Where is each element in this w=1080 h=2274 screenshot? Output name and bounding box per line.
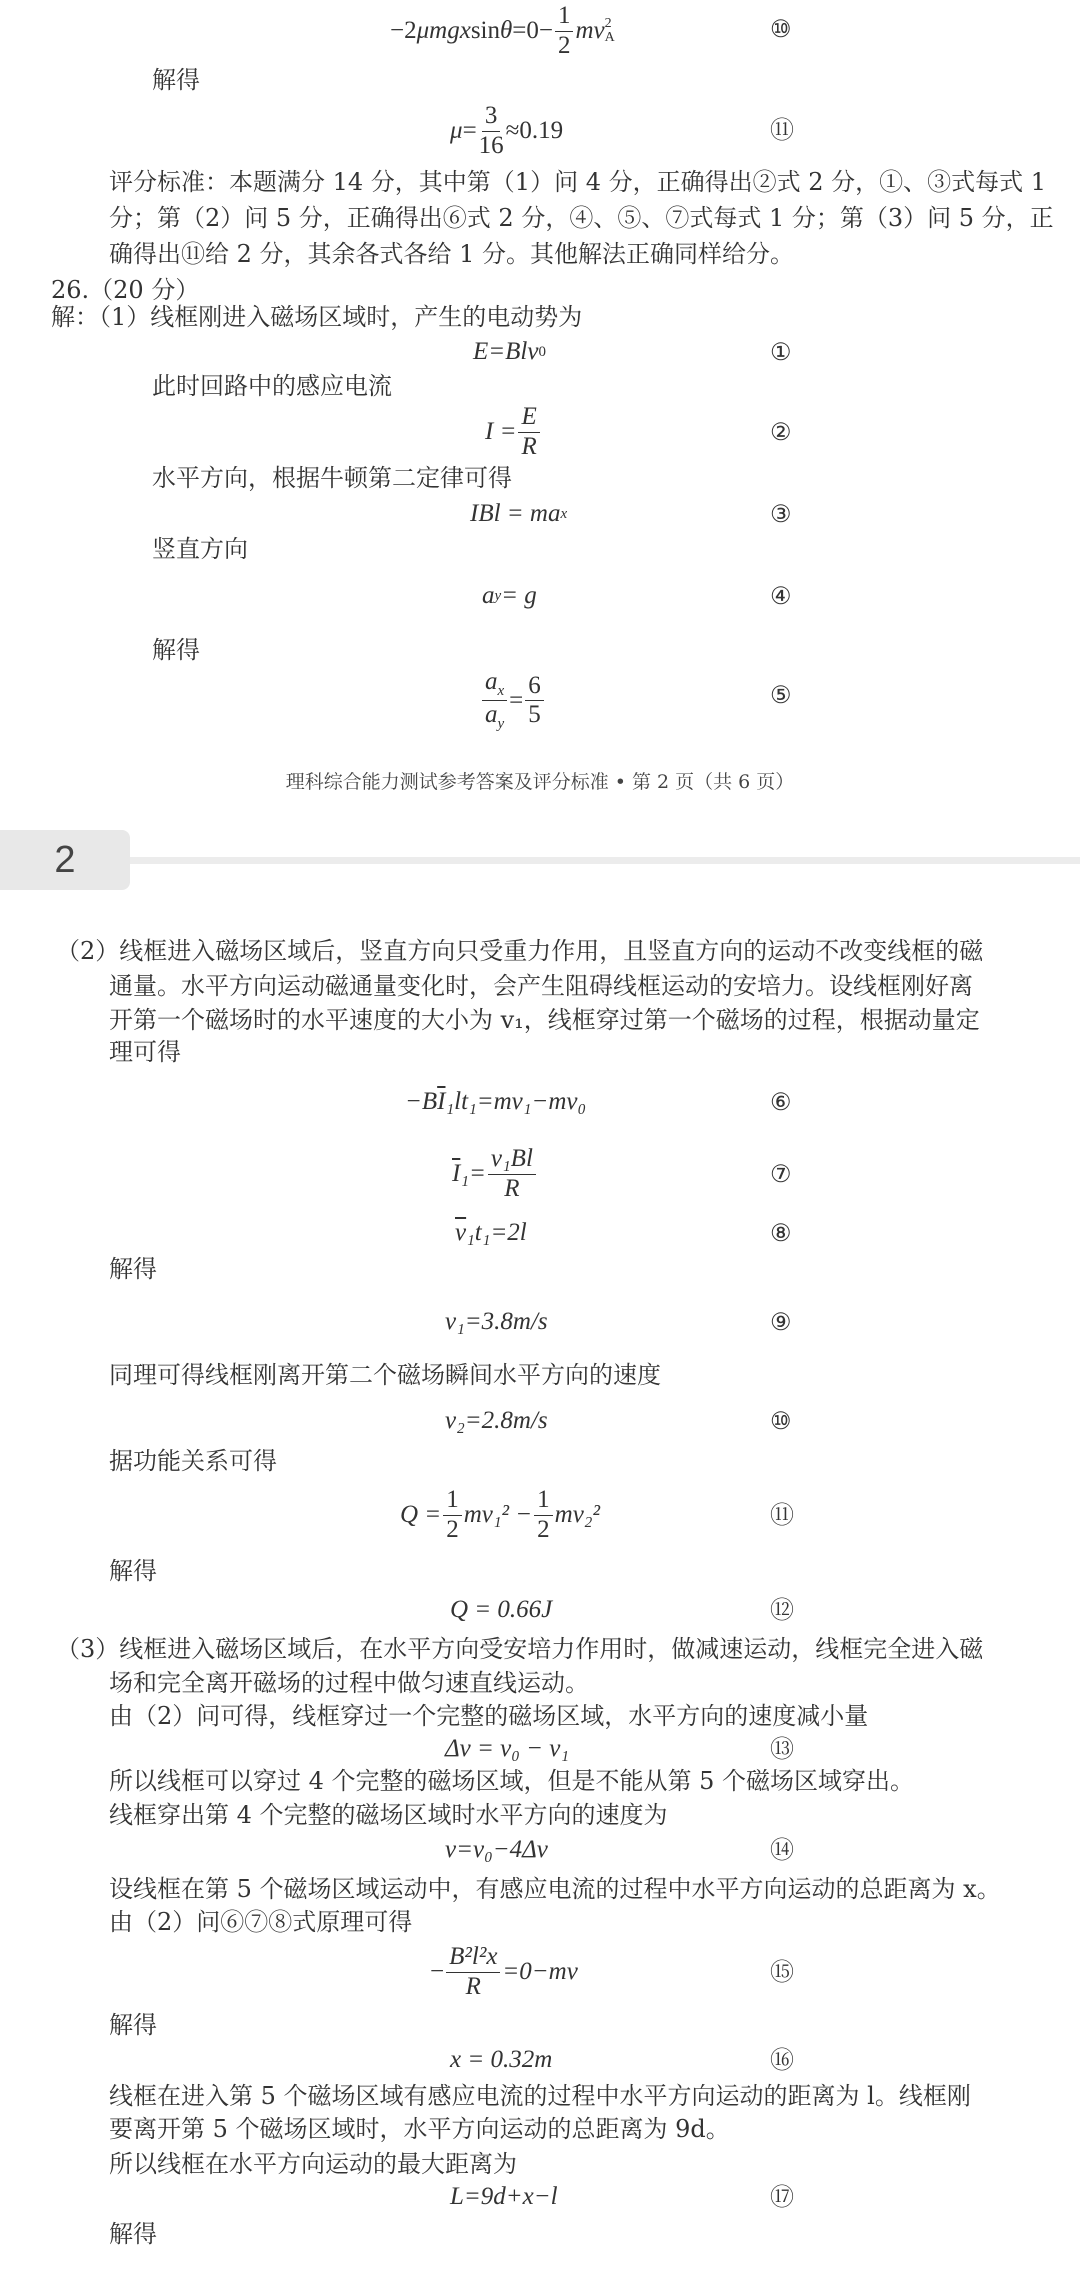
eq-number: ① (770, 338, 792, 366)
solution-text: （2）线框进入磁场区域后，竖直方向只受重力作用，且竖直方向的运动不改变线框的磁 (56, 937, 984, 965)
solution-text: 据功能关系可得 (109, 1447, 277, 1475)
solution-text: 由（2）问⑥⑦⑧式原理可得 (109, 1908, 413, 1936)
eq-number: ⑨ (770, 1308, 792, 1336)
numerator: 3 (482, 102, 501, 132)
eq-text: sin (470, 17, 500, 45)
equation-15 (430, 1943, 578, 2002)
eq-text: μ (450, 117, 463, 145)
fraction (525, 672, 544, 731)
eq-text: E=Blv (473, 338, 539, 365)
eq-text: = (509, 686, 524, 714)
eq-text: =0− (512, 17, 553, 45)
jiede-label: 解得 (109, 1557, 157, 1585)
scoring-line: 分；第（2）问 5 分，正确得出⑥式 2 分，④、⑤、⑦式每式 1 分；第（3）问 5 分，正 (109, 204, 1054, 232)
page-number-badge: 2 (0, 830, 130, 890)
denominator: 2 (446, 1515, 459, 1543)
eq-number: ⑫ (770, 1596, 794, 1624)
jiede-label: 解得 (109, 1255, 157, 1283)
denominator: R (504, 1174, 520, 1202)
eq-number: ⑦ (770, 1160, 792, 1188)
eq-number: ⑯ (770, 2046, 794, 2074)
solution-text: 所以线框可以穿过 4 个完整的磁场区域，但是不能从第 5 个磁场区域穿出。 (109, 1767, 915, 1795)
fraction (534, 1486, 553, 1545)
eq-text: a (482, 582, 495, 609)
eq-text: ₁= (460, 1160, 486, 1188)
fraction (518, 403, 539, 462)
equation-3 (470, 500, 567, 528)
solution-text: 由（2）问可得，线框穿过一个完整的磁场区域，水平方向的速度减小量 (109, 1702, 869, 1730)
eq-number: ② (770, 418, 792, 446)
denominator: 16 (478, 131, 504, 159)
denominator: R (465, 1972, 481, 2000)
eq-text: I = (485, 418, 517, 446)
eq-text: ₁lt₁=mv₁−mv₀ (445, 1088, 587, 1115)
equation-4 (482, 582, 537, 610)
equation-14: v=v₀−4Δv (445, 1836, 548, 1863)
eq-text: Q = (400, 1501, 442, 1529)
denominator: 2 (557, 31, 571, 59)
solution-text: 线框在进入第 5 个磁场区域有感应电流的过程中水平方向运动的距离为 l。线框刚 (109, 2082, 971, 2110)
solution-text: 场和完全离开磁场的过程中做匀速直线运动。 (109, 1669, 589, 1697)
eq-number: ⑭ (770, 1836, 794, 1864)
equation-1 (473, 338, 546, 366)
fraction (479, 102, 504, 161)
equation-8 (455, 1219, 527, 1247)
eq-text: ₁t₁=2l (466, 1219, 527, 1246)
numerator: a (485, 668, 498, 695)
equation-10b: v₂=2.8m/s (445, 1407, 548, 1434)
numerator: 1 (534, 1486, 553, 1516)
equation-11 (450, 102, 563, 161)
numerator: 6 (525, 672, 544, 702)
equation-2 (485, 403, 542, 462)
eq-text: mv₁² − (463, 1501, 533, 1529)
solution-text: 通量。水平方向运动磁通量变化时，会产生阻碍线框运动的安培力。设线框刚好离 (109, 972, 973, 1000)
eq-text: −2 (390, 17, 417, 45)
equation-7 (452, 1145, 538, 1204)
subscript: x (560, 505, 568, 522)
solution-text: 解：（1）线框刚进入磁场区域时，产生的电动势为 (51, 303, 583, 331)
subscript: A (604, 30, 615, 46)
equation-17: L=9d+x−l (450, 2183, 558, 2210)
numerator: 1 (443, 1486, 462, 1516)
fraction (555, 2, 574, 61)
solution-text: 竖直方向 (152, 535, 248, 563)
equation-13: Δv = v₀ − v₁ (445, 1735, 570, 1762)
eq-text: − (430, 1958, 445, 1986)
eq-text: mv (575, 17, 605, 45)
eq-number: ⑬ (770, 1735, 794, 1763)
subscript: y (494, 587, 502, 604)
eq-number: ⑮ (770, 1958, 794, 1986)
numerator: E (518, 403, 539, 433)
denominator: R (521, 432, 537, 460)
equation-11b (400, 1486, 600, 1545)
fraction (482, 668, 507, 734)
eq-number: ⑪ (770, 116, 794, 144)
fraction (488, 1145, 536, 1204)
numerator: B²l²x (446, 1943, 500, 1973)
scoring-line: 确得出⑪给 2 分，其余各式各给 1 分。其他解法正确同样给分。 (109, 240, 795, 268)
eq-number: ⑤ (770, 681, 792, 709)
solution-text: 此时回路中的感应电流 (152, 372, 392, 400)
solution-text: 线框穿出第 4 个完整的磁场区域时水平方向的速度为 (109, 1801, 668, 1829)
equation-9: v₁=3.8m/s (445, 1308, 548, 1335)
eq-text: = (462, 117, 477, 145)
page-footer: 理科综合能力测试参考答案及评分标准 • 第 2 页（共 6 页） (285, 771, 795, 793)
eq-text: θ (500, 17, 513, 45)
eq-number: ⑩ (770, 15, 792, 43)
eq-number: ③ (770, 500, 792, 528)
question-heading: 26.（20 分） (51, 276, 200, 304)
eq-text: IBl = ma (470, 500, 561, 527)
eq-number: ⑪ (770, 1501, 794, 1529)
equation-12: Q = 0.66J (450, 1596, 553, 1623)
solution-text: 同理可得线框刚离开第二个磁场瞬间水平方向的速度 (109, 1361, 661, 1389)
eq-number: ⑥ (770, 1088, 792, 1116)
solution-text: （3）线框进入磁场区域后，在水平方向受安培力作用时，做减速运动，线框完全进入磁 (56, 1635, 984, 1663)
equation-16: x = 0.32m (450, 2046, 553, 2073)
solution-text: 水平方向，根据牛顿第二定律可得 (152, 464, 512, 492)
numerator: 1 (555, 2, 574, 32)
jiede-label: 解得 (152, 66, 200, 94)
solution-text: 开第一个磁场时的水平速度的大小为 v₁，线框穿过第一个磁场的过程，根据动量定 (109, 1006, 980, 1034)
equation-6 (405, 1088, 586, 1116)
jiede-label: 解得 (152, 636, 200, 664)
eq-text: $\overline{v}$ (455, 1219, 467, 1246)
eq-number: ⑰ (770, 2183, 794, 2211)
page-divider (130, 857, 1080, 864)
jiede-label: 解得 (109, 2011, 157, 2039)
equation-5 (480, 668, 546, 734)
eq-number: ④ (770, 582, 792, 610)
eq-text: $\overline{I}$ (452, 1160, 461, 1188)
jiede-label: 解得 (109, 2220, 157, 2248)
eq-text: $\overline{I}$ (437, 1088, 446, 1115)
superscript: 2 (604, 16, 612, 32)
denominator: 5 (528, 701, 541, 729)
fraction (446, 1943, 500, 2002)
eq-text: mv₂² (554, 1501, 600, 1529)
eq-text: μmgx (416, 17, 471, 45)
scoring-line: 评分标准：本题满分 14 分，其中第（1）问 4 分，正确得出②式 2 分，①、③式每式 1 (109, 168, 1047, 196)
subscript: 0 (538, 343, 546, 360)
eq-number: ⑩ (770, 1407, 792, 1435)
eq-text: −B (405, 1088, 438, 1115)
solution-text: 设线框在第 5 个磁场区域运动中，有感应电流的过程中水平方向运动的总距离为 x。 (109, 1875, 1001, 1903)
denominator: a (485, 701, 498, 729)
denominator: 2 (537, 1515, 550, 1543)
solution-text: 所以线框在水平方向运动的最大距离为 (109, 2150, 517, 2178)
solution-text: 要离开第 5 个磁场区域时，水平方向运动的总距离为 9d。 (109, 2115, 730, 2143)
eq-text: =0−mv (502, 1958, 578, 1986)
equation-10 (390, 2, 615, 61)
solution-text: 理可得 (109, 1038, 181, 1066)
subscript: y (497, 716, 505, 733)
subscript: x (497, 683, 505, 699)
eq-text: ≈0.19 (505, 117, 564, 145)
eq-text: = g (501, 582, 537, 609)
eq-number: ⑧ (770, 1219, 792, 1247)
numerator: v₁Bl (488, 1145, 536, 1175)
fraction (443, 1486, 462, 1545)
